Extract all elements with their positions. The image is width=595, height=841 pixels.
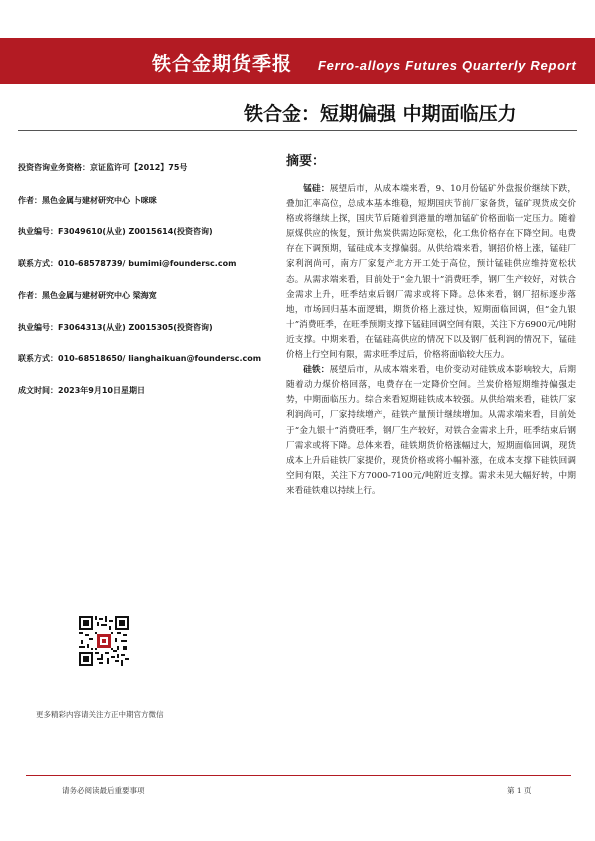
summary-paragraph-mn <box>286 182 576 363</box>
header-title-en: Ferro-alloys Futures Quarterly Report <box>318 58 577 73</box>
meta-contact-2: 联系方式：010-68518650/ lianghaikuan@foundersc.com <box>18 354 262 363</box>
qr-code-icon <box>79 616 129 666</box>
summary-lead-si: 硅铁： <box>303 365 330 376</box>
summary-paragraph-si <box>286 363 576 499</box>
summary-text-mn: 展望后市，从成本端来看，9、10月份锰矿外盘报价继续下跌，叠加汇率高位，总成本基本维稳，短期国庆节前厂家备货，锰矿现货成交价格或将继续上探，国庆节后随着到港量的增加锰矿价格面临一定压力。随着原煤供应的恢复，预计焦炭供需边际宽松，化工焦价格存在下降空间。电费存在下调预期，锰硅成本支撑偏弱。从供给端来看，钢招价格上涨，锰硅厂家利润尚可，南方厂家复产北方开工处于高位，预计锰硅供应维持宽松状态。从需求端来看，目前处于“金九银十”消费旺季，钢厂生产较好，对铁合金需求上升，旺季结束后钢厂需求或将下降。总体来看，钢厂招标逐步落地，市场回归基本面逻辑，期货价格上涨过快，短期面临回调，但“金九银十”消费旺季，在旺季预期支撑下锰硅回调空间有限，关注下方6900元/吨附近支撑。中期来看，在锰硅高供应的情况下以及钢厂低利润的情况下，锰硅价格上行空间有限，需求旺季过后，价格将面临较大压力。 <box>286 184 576 361</box>
footer-page-number: 第 1 页 <box>507 786 532 795</box>
summary-text-si: 展望后市，从成本端来看，电价变动对硅铁成本影响较大，后期随着动力煤价格回落，电费存在一定降价空间。兰炭价格短期维持偏强走势，中期面临压力。综合来看短期硅铁成本较强。从供给端来看，硅铁厂家利润尚可，厂家持续增产，硅铁产量预计继续增加。从需求端来看，目前处于“金九银十”消费旺季，钢厂生产较好，对铁合金需求上升，旺季结束后钢厂需求或将下降。总体来看，硅铁期货价格涨幅过大，短期面临回调，现货成本上升后硅铁厂家提价，现货价格或将小幅补涨，在成本支撑下硅铁回调空间有限，关注下方7000-7100元/吨附近支撑。需求未见大幅好转，中期来看硅铁难以持续上行。 <box>286 365 576 496</box>
qr-caption: 更多精彩内容请关注方正中期官方微信 <box>36 710 164 719</box>
summary-heading: 摘要： <box>286 154 326 169</box>
meta-contact-1: 联系方式：010-68578739/ bumimi@foundersc.com <box>18 259 237 268</box>
meta-author-2: 作者：黑色金属与建材研究中心 梁海宽 <box>18 291 157 300</box>
summary-lead-mn: 锰硅： <box>303 184 330 194</box>
title-divider <box>18 130 577 131</box>
summary-body <box>286 182 576 499</box>
footer-divider <box>26 775 571 776</box>
report-title: 铁合金：短期偏强 中期面临压力 <box>244 103 517 125</box>
meta-qualification: 投资咨询业务资格：京证监许可【2012】75号 <box>18 163 188 172</box>
meta-date: 成文时间：2023年9月10日星期日 <box>18 386 145 395</box>
meta-license-2: 执业编号：F3064313(从业) Z0015305(投资咨询) <box>18 323 213 332</box>
meta-license-1: 执业编号：F3049610(从业) Z0015614(投资咨询) <box>18 227 213 236</box>
meta-author-1: 作者：黑色金属与建材研究中心 卜咪咪 <box>18 196 157 205</box>
footer-disclaimer: 请务必阅读最后重要事项 <box>62 786 145 795</box>
header-title-cn: 铁合金期货季报 <box>152 53 293 75</box>
header-banner <box>0 38 595 84</box>
